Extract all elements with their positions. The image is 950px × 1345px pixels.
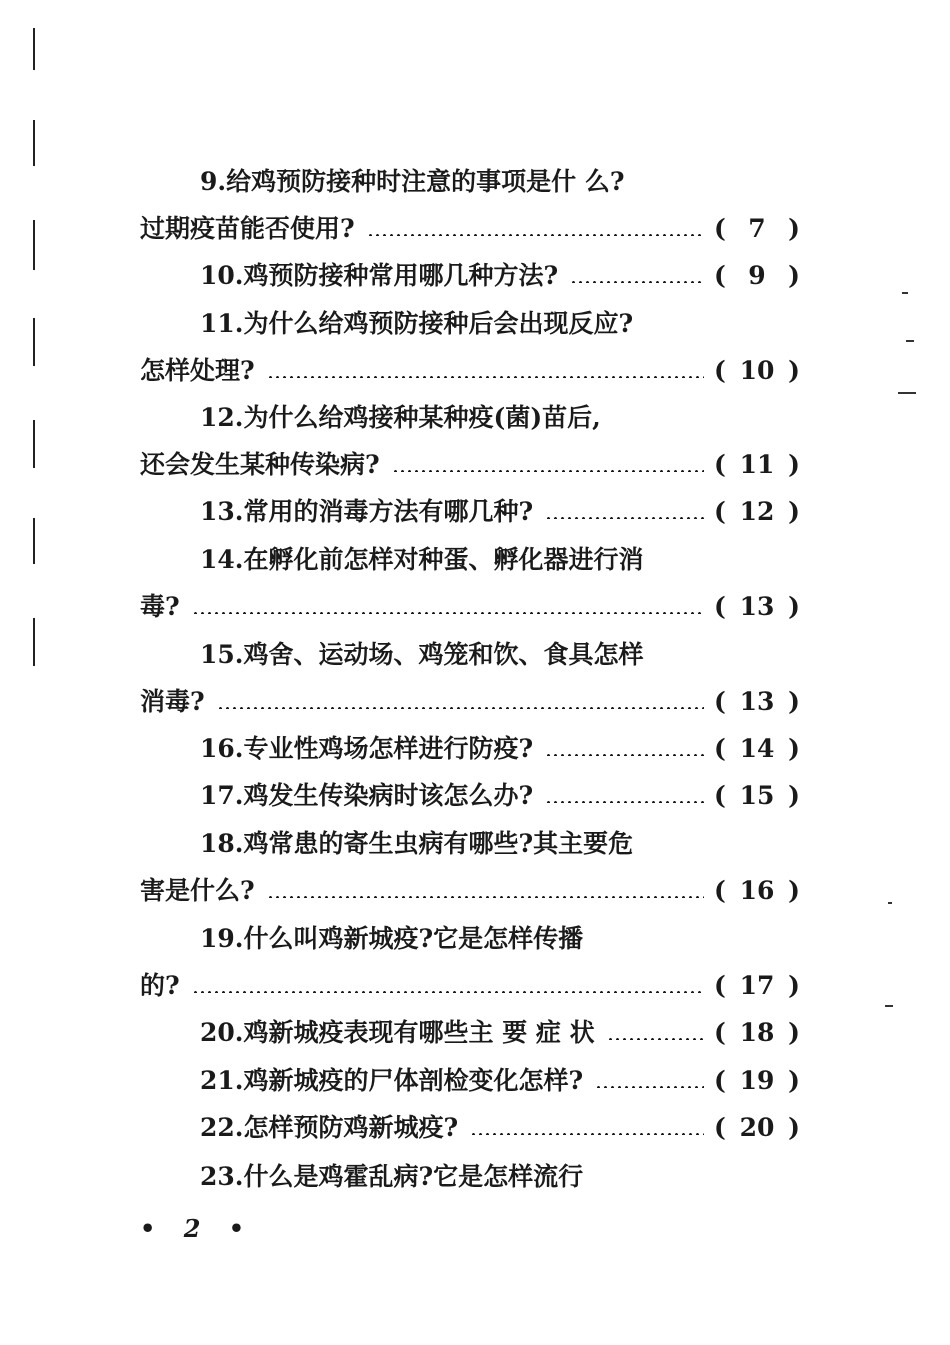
toc-number: 9. (200, 167, 227, 196)
toc-title: 鸡新城疫表现有哪些主 要 症 状 (243, 1018, 595, 1047)
toc-entry-11-line-2 (140, 351, 800, 391)
toc-entry-19-line-1 (200, 919, 583, 959)
toc-title-continued: 怎样处理? (140, 356, 255, 385)
scan-speck (898, 392, 916, 394)
page-number: 7 (748, 214, 766, 243)
toc-title: 怎样预防鸡新城疫? (243, 1113, 459, 1142)
toc-entry-9-line-2 (140, 209, 800, 249)
toc-entry-19-line-2 (140, 966, 800, 1006)
page-number: 10 (739, 356, 775, 385)
toc-number: 17. (200, 781, 244, 810)
page-ref: ( 16 ) (714, 871, 800, 911)
page-number: 9 (748, 261, 766, 290)
dot-leader (217, 707, 704, 709)
toc-title: 鸡发生传染病时该怎么办? (243, 781, 534, 810)
toc-entry-20 (200, 1013, 800, 1053)
page-number: 12 (739, 497, 775, 526)
page-number: 14 (739, 734, 775, 763)
toc-entry-21 (200, 1061, 800, 1101)
toc-title: 什么叫鸡新城疫?它是怎样传播 (243, 924, 584, 953)
page-number: 20 (739, 1113, 775, 1142)
page-ref: ( 10 ) (714, 351, 800, 391)
toc-number: 18. (200, 829, 244, 858)
toc-entry-15-line-1 (200, 635, 644, 675)
dot-leader (192, 612, 704, 614)
toc-title: 鸡预防接种常用哪几种方法? (243, 261, 559, 290)
toc-title: 鸡新城疫的尸体剖检变化怎样? (243, 1066, 584, 1095)
page-ref: ( 19 ) (714, 1061, 800, 1101)
toc-title-continued: 害是什么? (140, 876, 255, 905)
dot-leader (607, 1038, 704, 1040)
scan-speck (888, 902, 892, 904)
page-ref: ( 12 ) (714, 492, 800, 532)
toc-number: 11. (200, 309, 244, 338)
toc-number: 19. (200, 924, 244, 953)
toc-entry-17 (200, 776, 800, 816)
page-number: 13 (739, 687, 775, 716)
toc-number: 20. (200, 1018, 244, 1047)
page-ref: ( 7 ) (714, 209, 800, 249)
toc-title-continued: 还会发生某种传染病? (140, 450, 380, 479)
toc-number: 15. (200, 640, 244, 669)
toc-title: 为什么给鸡预防接种后会出现反应? (243, 309, 634, 338)
toc-entry-14-line-1 (200, 540, 644, 580)
dot-leader (470, 1133, 704, 1135)
toc-number: 12. (200, 403, 244, 432)
dot-leader (545, 517, 704, 519)
dot-leader (545, 801, 704, 803)
margin-mark (33, 120, 35, 166)
page-number: 19 (739, 1066, 775, 1095)
margin-mark (33, 28, 35, 70)
toc-entry-14-line-2 (140, 587, 800, 627)
margin-mark (33, 618, 35, 666)
page-ref: ( 13 ) (714, 587, 800, 627)
margin-mark (33, 420, 35, 468)
toc-title: 专业性鸡场怎样进行防疫? (243, 734, 534, 763)
page-ref: ( 17 ) (714, 966, 800, 1006)
toc-title: 为什么给鸡接种某种疫(菌)苗后, (243, 403, 601, 432)
toc-entry-13 (200, 492, 800, 532)
dot-leader (367, 234, 704, 236)
toc-number: 10. (200, 261, 244, 290)
toc-title: 什么是鸡霍乱病?它是怎样流行 (243, 1162, 584, 1191)
toc-number: 13. (200, 497, 244, 526)
scan-speck (906, 340, 914, 342)
page-ref: ( 14 ) (714, 729, 800, 769)
toc-entry-9-line-1 (200, 162, 624, 202)
toc-number: 21. (200, 1066, 244, 1095)
page-ref: ( 9 ) (714, 256, 800, 296)
page-ref: ( 20 ) (714, 1108, 800, 1148)
toc-title-continued: 过期疫苗能否使用? (140, 214, 355, 243)
toc-entry-18-line-1 (200, 824, 633, 864)
toc-title-continued: 的? (140, 971, 180, 1000)
scan-speck (902, 292, 908, 294)
page-ref: ( 11 ) (714, 445, 800, 485)
page-number: 18 (739, 1018, 775, 1047)
toc-entry-23-line-1 (200, 1157, 583, 1197)
toc-number: 23. (200, 1162, 244, 1191)
dot-leader (267, 376, 704, 378)
dot-leader (267, 896, 704, 898)
margin-mark (33, 318, 35, 366)
toc-entry-11-line-1 (200, 304, 633, 344)
page-ref: ( 13 ) (714, 682, 800, 722)
page-number: 11 (739, 450, 775, 479)
page-number: 17 (739, 971, 775, 1000)
toc-title: 给鸡预防接种时注意的事项是什 么? (226, 167, 625, 196)
dot-leader (595, 1086, 704, 1088)
dot-leader (192, 991, 704, 993)
margin-mark (33, 518, 35, 564)
page-number: 13 (739, 592, 775, 621)
margin-mark (33, 220, 35, 270)
toc-title-continued: 消毒? (140, 687, 205, 716)
toc-entry-22 (200, 1108, 800, 1148)
dot-leader (570, 281, 704, 283)
page-footer-number: • 2 • (140, 1214, 255, 1243)
dot-leader (545, 754, 704, 756)
toc-entry-16 (200, 729, 800, 769)
toc-title-continued: 毒? (140, 592, 180, 621)
page-number: 16 (739, 876, 775, 905)
toc-entry-12-line-2 (140, 445, 800, 485)
toc-number: 22. (200, 1113, 244, 1142)
toc-number: 16. (200, 734, 244, 763)
toc-entry-15-line-2 (140, 682, 800, 722)
toc-title: 鸡舍、运动场、鸡笼和饮、食具怎样 (243, 640, 644, 669)
toc-title: 鸡常患的寄生虫病有哪些?其主要危 (243, 829, 634, 858)
toc-title: 在孵化前怎样对种蛋、孵化器进行消 (243, 545, 644, 574)
page-ref: ( 18 ) (714, 1013, 800, 1053)
toc-entry-10 (200, 256, 800, 296)
page-number: 15 (739, 781, 775, 810)
scan-speck (885, 1005, 893, 1007)
dot-leader (392, 470, 704, 472)
toc-number: 14. (200, 545, 244, 574)
toc-title: 常用的消毒方法有哪几种? (243, 497, 534, 526)
toc-entry-18-line-2 (140, 871, 800, 911)
toc-entry-12-line-1 (200, 398, 601, 438)
page-ref: ( 15 ) (714, 776, 800, 816)
